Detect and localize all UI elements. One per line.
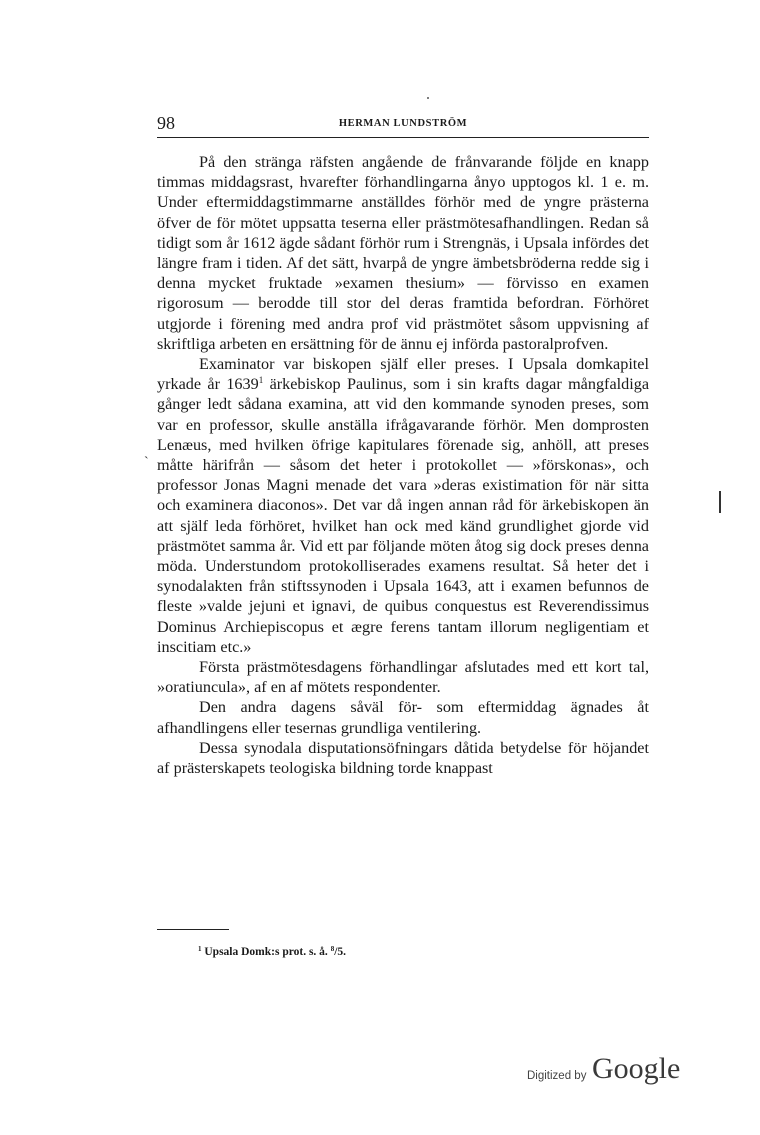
body-text (157, 152, 649, 778)
paragraph-3: Första prästmötesdagens förhandlingar afslutades med ett kort tal, »oratiuncula», af en af mötets respondenter. (157, 658, 649, 697)
footnote-text: Upsala Domk:s prot. s. å. (204, 946, 328, 958)
paragraph-2-part-b: ärkebiskop Paulinus, som i sin krafts dagar mångfaldiga gånger ledt sådana examina, att vid den kommande synoden preses, som var en professor, skulle anställa ifrågavarande förhör. Men domprosten Lenæus, med hvilken öfrige kapitulares förenade sig, anhöll, att preses måtte härifrån — såsom det heter i protokollet — »förskonas», och professor Jonas Magni menade det vara »deras existimation för när sitta och examinera diaconos». Det var då ingen annan råd för ärkebiskopen än att själf leda förhöret, hvilket han ock med känd grundlighet gjorde vid prästmötet samma år. Vid ett par följande möten åtog sig dock preses denna möda. Understundom protokolliserades examens resultat. Så heter det i synodalakten från stiftssynoden i Upsala 1643, att i examen befunnos de fleste »valde jejuni et ignavi, de quibus conquestus est Reverendissimus Dominus Archiepiscopus et ægre ferens tantam illorum negligentiam et inscitiam etc.» (157, 375, 649, 656)
page-header (157, 113, 649, 138)
paragraph-1: På den stränga räfsten angående de frånvarande följde en knapp timmas middagsrast, hvarefter förhandlingarna ånyo upptogos kl. 1 e. m. Under eftermiddagstimmarne anställdes förhör med de yngre prästerna öfver de för mötet uppsatta teserna eller prästmötesafhandlingen. Redan så tidigt som år 1612 ägde sådant förhör rum i Strengnäs, i Upsala infördes det längre fram i tiden. Af det sätt, hvarpå de yngre ämbetsbröderna redde sig i denna mycket fruktade »examen thesium» — förvisso en examen rigorosum — berodde till stor del deras framtida befordran. Förhöret utgjorde i förening med andra prof vid prästmötet såsom uppvisning af skriftliga arbeten en ersättning för de ännu ej införda pastoralprofven. (157, 153, 649, 353)
footnote-date-denominator: 5 (337, 946, 344, 958)
digitized-label: Digitized by (527, 1070, 587, 1082)
footnote: $^1$ Upsala Domk:s prot. s. å. $^8$/5. (198, 945, 347, 958)
paragraph-4: Den andra dagens såväl för- som eftermiddag ägnades åt afhandlingens eller tesernas grundliga ventilering. (157, 698, 649, 737)
paragraph-2 (157, 354, 649, 657)
paragraph-2-part-a: Examinator var biskopen själf eller preses. I Upsala domkapitel yrkade år 1639 (157, 355, 649, 394)
footnote-reference: 1 (258, 375, 264, 386)
google-logo: Google (592, 1052, 681, 1085)
print-speck (427, 97, 429, 99)
paragraph-5: Dessa synodala disputationsöfningars dåtida betydelse för höjandet af prästerskapets teologiska bildning torde knappast (157, 738, 649, 778)
margin-mark-right (719, 491, 721, 513)
margin-mark-left: ` (144, 455, 149, 470)
footnote-rule (157, 929, 229, 930)
footnote-date-numerator: 8 (330, 945, 335, 953)
running-head: HERMAN LUNDSTRÖM (338, 118, 468, 129)
page-number: 98 (157, 113, 175, 133)
footnote-marker: 1 (198, 945, 202, 953)
